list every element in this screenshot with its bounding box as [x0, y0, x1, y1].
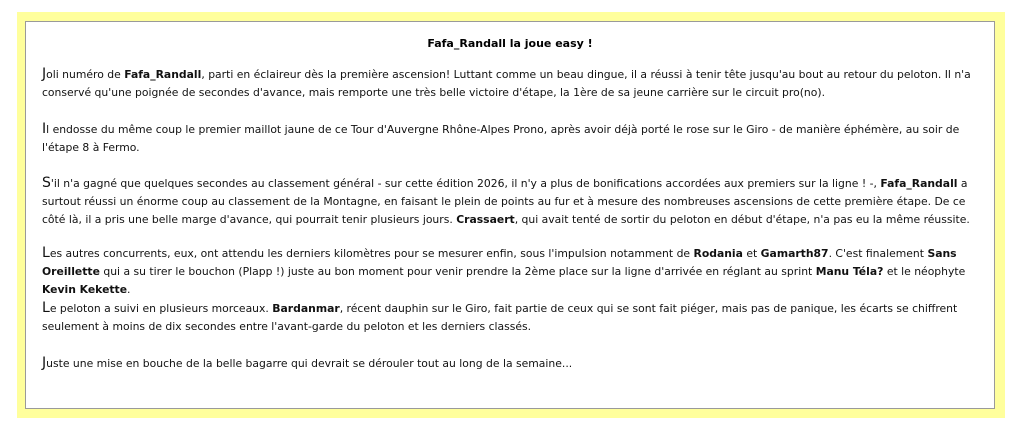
text-run: et le néophyte [883, 265, 966, 278]
article-title: Fafa_Randall la joue easy ! [427, 37, 593, 50]
article-paragraph [42, 65, 986, 102]
paragraph-initial: J [42, 355, 47, 371]
article-paragraph [42, 244, 986, 299]
text-run: et [742, 247, 761, 260]
text-run: es autres concurrents, eux, ont attendu les derniers kilomètres pour se mesurer enfin, sous l'impulsion notamment de [49, 247, 694, 260]
article-paragraph [42, 299, 986, 336]
bold-name: Sans Oreillette [42, 247, 957, 278]
bold-name: Bardanmar [272, 302, 340, 315]
bold-name: Rodania [693, 247, 743, 260]
bold-name: Manu Téla? [815, 265, 884, 278]
text-run: . C'est finalement [828, 247, 928, 260]
text-run: , qui avait tenté de sortir du peloton en début d'étape, n'a pas eu la même réussite. [514, 213, 970, 226]
text-run: oli numéro de [46, 68, 125, 81]
highlight-frame [17, 12, 1005, 418]
text-run: , récent dauphin sur le Giro, fait partie de ceux qui se sont fait piéger, mais pas de panique, les écarts se chiffrent seulement à moins de dix secondes entre l'avant-garde du peloton et les derniers classés. [42, 302, 958, 333]
text-run: l endosse du même coup le premier maillot jaune de ce Tour d'Auvergne Rhône-Alpes Prono, après avoir déjà porté le rose sur le Giro - de manière éphémère, au soir de l'étape 8 à Fermo. [42, 123, 960, 154]
paragraph-initial: L [42, 245, 50, 261]
paragraph-initial: L [42, 300, 50, 316]
bold-name: Fafa_Randall [124, 68, 202, 81]
text-run: e peloton a suivi en plusieurs morceaux. [49, 302, 273, 315]
bold-name: Kevin Kekette [42, 283, 128, 296]
bold-name: Crassaert [456, 213, 515, 226]
article-panel [25, 21, 995, 409]
article-paragraph [42, 174, 986, 229]
text-run: uste une mise en bouche de la belle bagarre qui devrait se dérouler tout au long de la semaine... [46, 357, 573, 370]
text-run: a surtout réussi un énorme coup au classement de la Montagne, en faisant le plein de points au fur et à mesure des nombreuses ascensions de cette première étape. De ce côté là, il a pris une belle marge d'avance, qui pourrait tenir plusieurs jours. [42, 177, 968, 226]
paragraph-initial: J [42, 66, 47, 82]
text-run: 'il n'a gagné que quelques secondes au classement général - sur cette édition 2026, il n'y a plus de bonifications accordées aux premiers sur la ligne ! -, [50, 177, 881, 190]
text-run: . [127, 283, 131, 296]
article-paragraph [42, 354, 986, 373]
paragraph-initial: S [42, 175, 51, 191]
text-run: , parti en éclaireur dès la première ascension! Luttant comme un beau dingue, il a réussi à tenir tête jusqu'au bout au retour du peloton. Il n'a conservé qu'une poignée de secondes d'avance, mais remporte une très belle victoire d'étape, la 1ère de sa jeune carrière sur le circuit pro(no). [42, 68, 971, 99]
article-paragraph [42, 120, 986, 157]
bold-name: Fafa_Randall [880, 177, 958, 190]
paragraph-initial: I [42, 121, 47, 137]
text-run: qui a su tirer le bouchon (Plapp !) juste au bon moment pour venir prendre la 2ème place sur la ligne d'arrivée en réglant au sprint [99, 265, 816, 278]
bold-name: Gamarth87 [760, 247, 829, 260]
